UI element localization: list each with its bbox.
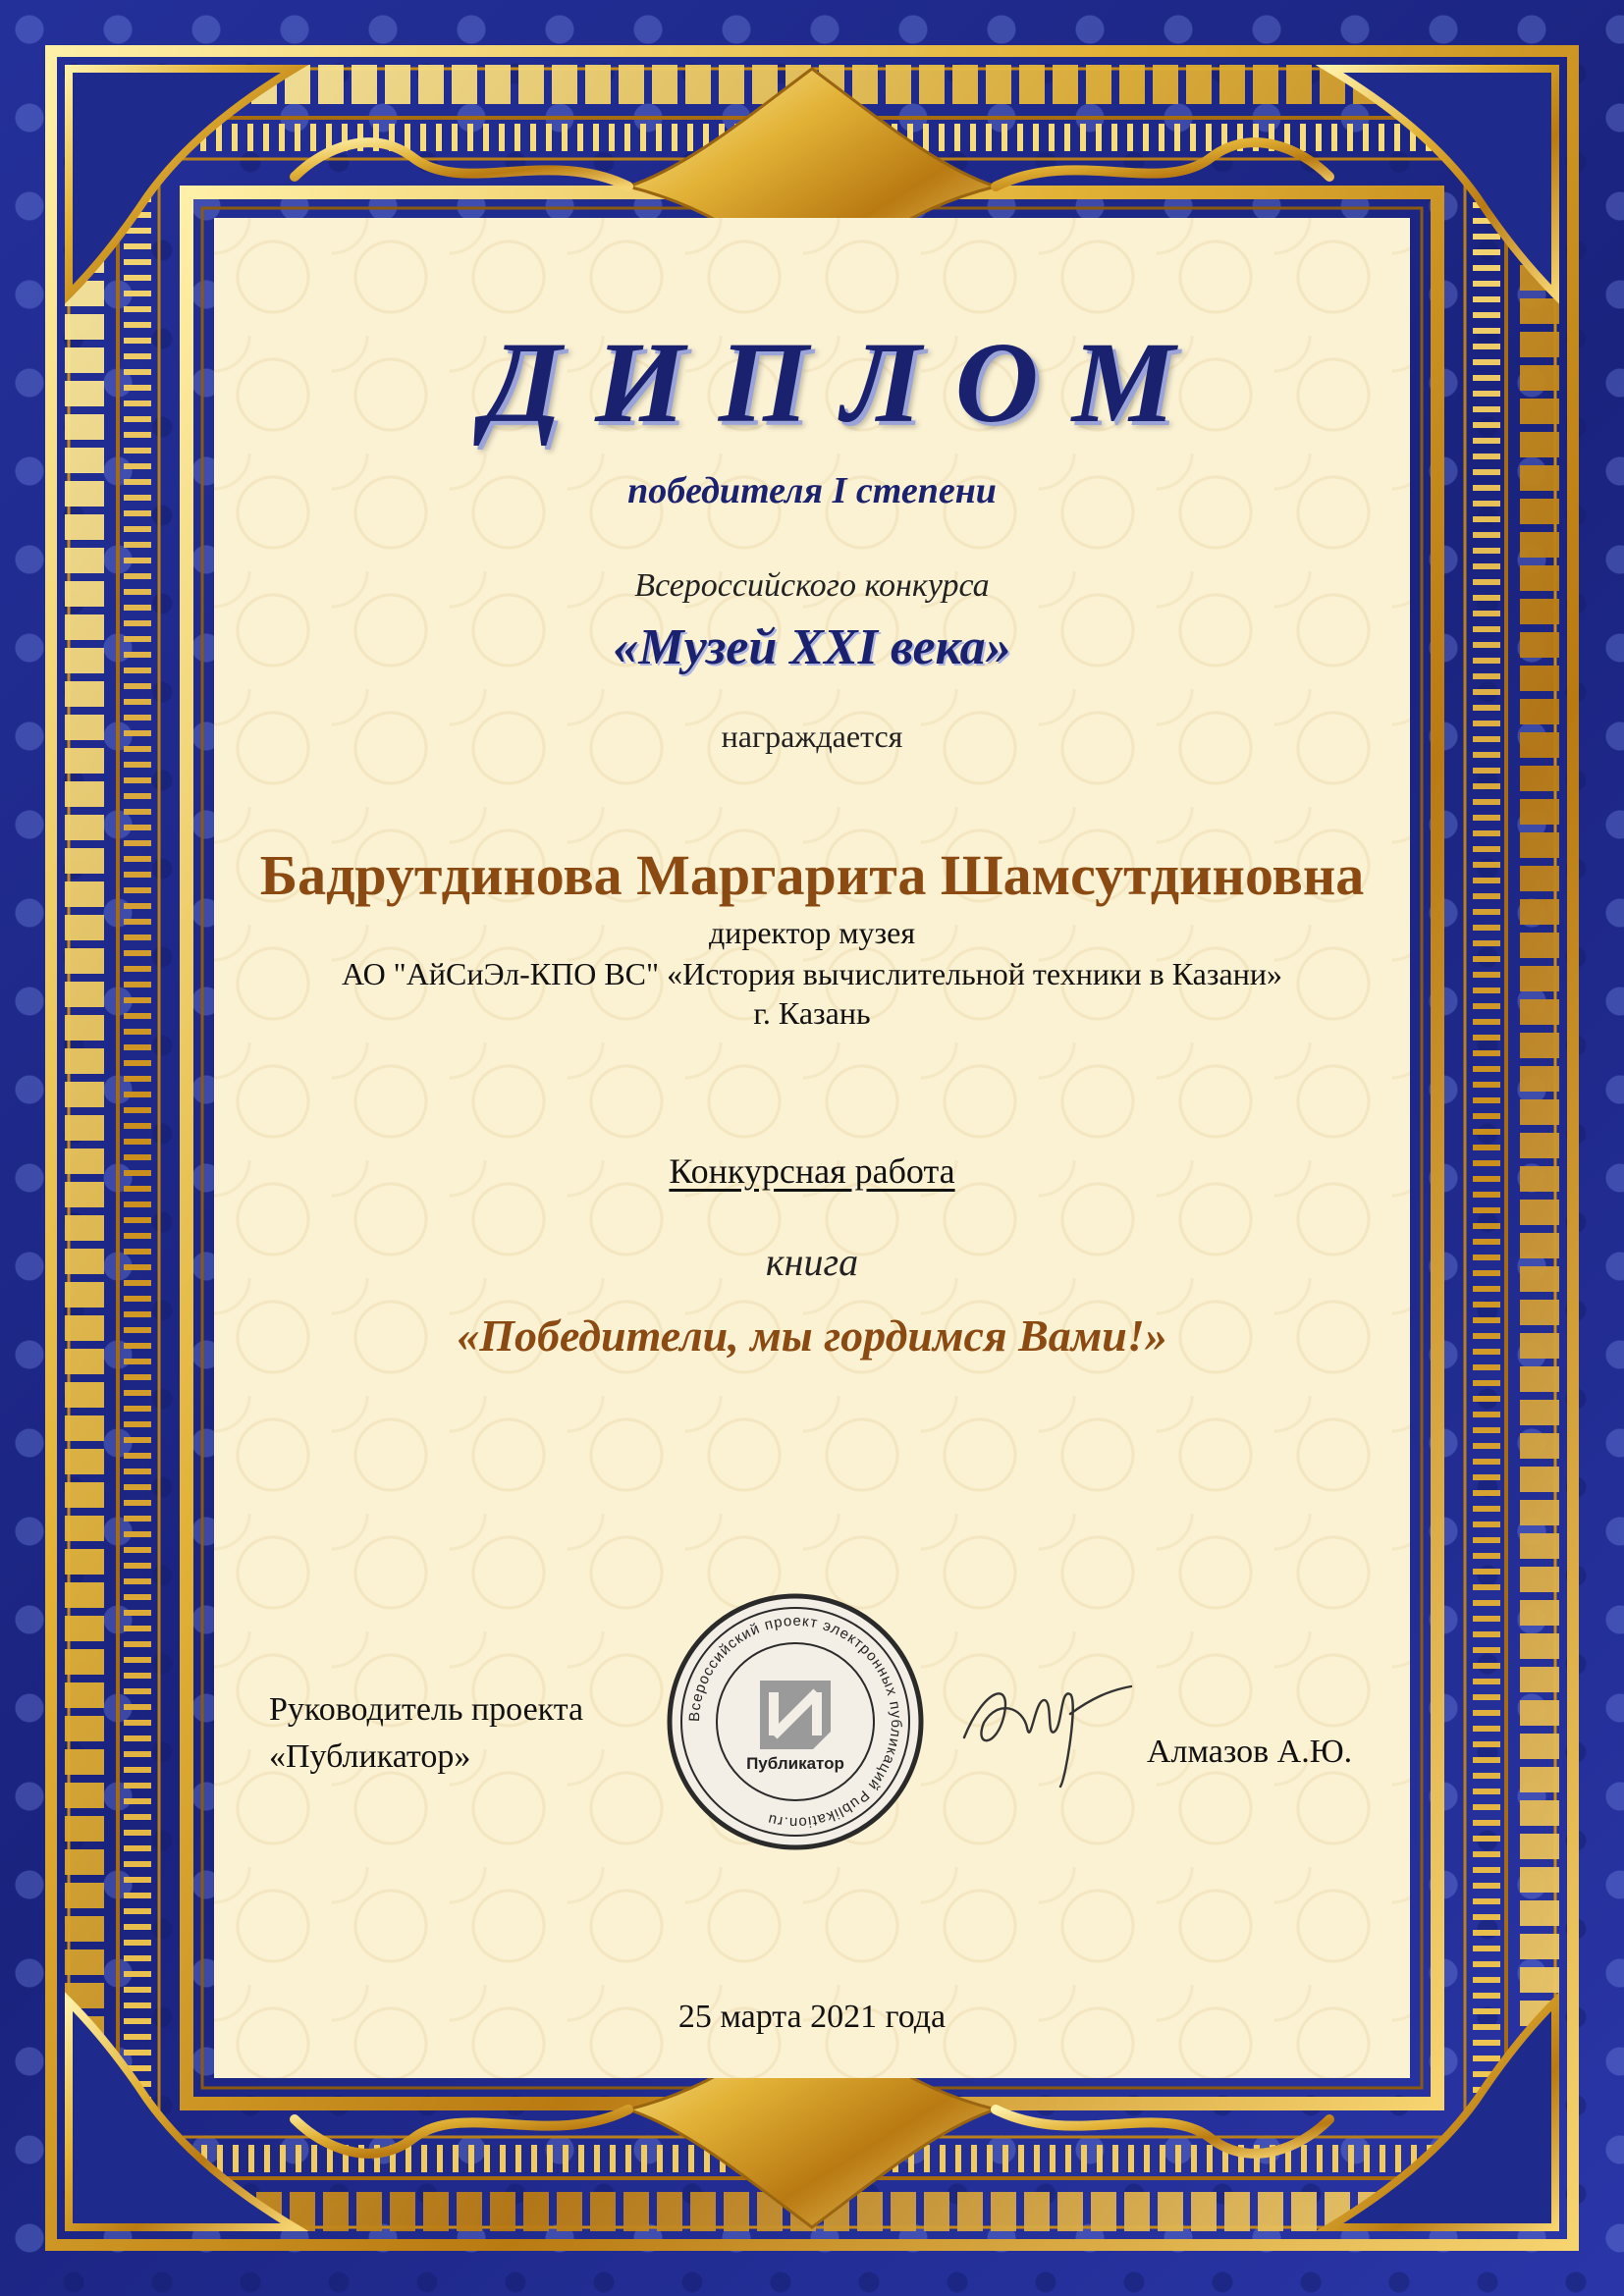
contest-label: Всероссийского конкурса xyxy=(634,567,990,604)
signature-image xyxy=(945,1629,1151,1796)
contest-name: «Музей XXI века» xyxy=(613,619,1011,675)
signer-name: Алмазов А.Ю. xyxy=(1147,1734,1353,1770)
recipient-position: директор музея xyxy=(708,915,916,950)
diploma-date: 25 марта 2021 года xyxy=(677,1999,947,2035)
project-leader xyxy=(269,1686,583,1781)
diploma-title: ДИПЛОМ xyxy=(482,318,1209,447)
work-label xyxy=(0,1150,1624,1192)
awarded-text: награждается xyxy=(721,719,903,754)
publikator-seal xyxy=(664,1590,927,1853)
seal-center-label: Публикатор xyxy=(746,1754,844,1773)
leader-project: «Публикатор» xyxy=(269,1738,471,1775)
recipient-organization: АО "АйСиЭл-КПО ВС" «История вычислительной техники в Казани» xyxy=(342,956,1282,991)
recipient-city: г. Казань xyxy=(753,995,871,1031)
leader-role: Руководитель проекта xyxy=(269,1691,584,1728)
work-label-text: Конкурсная работа xyxy=(669,1151,955,1191)
work-type: книга xyxy=(765,1240,859,1284)
work-title: «Победители, мы гордимся Вами!» xyxy=(457,1310,1167,1361)
seal-ring-text: Всероссийский проект электронных публикаций Publikation.ru xyxy=(685,1612,905,1832)
recipient-name: Бадрутдинова Маргарита Шамсутдиновна xyxy=(259,843,1365,907)
publikator-logo-icon xyxy=(760,1681,831,1749)
diploma-subtitle: победителя I степени xyxy=(627,470,997,511)
